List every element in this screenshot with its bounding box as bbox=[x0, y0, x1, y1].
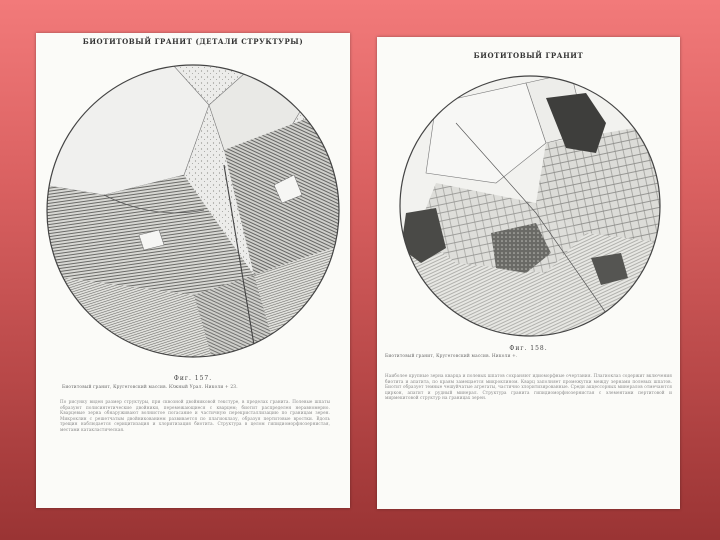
left-figure-label: Фиг. 157. bbox=[173, 375, 213, 382]
left-body-text: По рисунку виден размер структуры, при сквозной двойниковой текстуре, в пределах гранита. Полевые шпаты образуют полисинтетические двойники, перемежающиеся с кварцем; биотит распределен неравномерно. Кварцевые зерна обнаруживают волнистое погасание и частичную перекристаллизацию по границам зерен. Микроклин с решетчатым двойникованием развивается по плагиоклазу, образуя пертитовые вростки. Вдоль трещин наблюдается серицитизация и хлоритизация биотита. Структура в целом гипидиоморфнозернистая, местами катакластическая. bbox=[60, 399, 330, 432]
left-figure-caption: Биотитовый гранит, Кругеговский массив. Южный Урал. Николи + 23. bbox=[62, 385, 238, 390]
right-figure-label: Фиг. 158. bbox=[509, 345, 548, 352]
right-body-text: Наиболее крупные зерна кварца и полевых шпатов сохраняют идиоморфные очертания. Плагиоклаз содержит включения биотита и апатита, по краям замещается микроклином. Кварц заполняет промежутки между зернами полевых шпатов. Биотит образует темные чешуйчатые агрегаты, частично хлоритизированные. Среди акцессорных минералов отмечаются циркон, апатит и рудный минерал. Структура гранита гипидиоморфнозернистая с элементами пертитовой и мирмекитовой структур на границах зерен. bbox=[385, 373, 672, 400]
left-book-page bbox=[36, 33, 350, 508]
right-book-page bbox=[377, 37, 680, 509]
left-page-title: БИОТИТОВЫЙ ГРАНИТ (ДЕТАЛИ СТРУКТУРЫ) bbox=[82, 37, 304, 46]
left-micrograph bbox=[44, 45, 342, 377]
right-micrograph bbox=[396, 63, 664, 347]
right-page-title: БИОТИТОВЫЙ ГРАНИТ bbox=[473, 51, 584, 60]
right-figure-caption: Биотитовый гранит, Кругеговский массив. Николи +. bbox=[385, 354, 518, 359]
